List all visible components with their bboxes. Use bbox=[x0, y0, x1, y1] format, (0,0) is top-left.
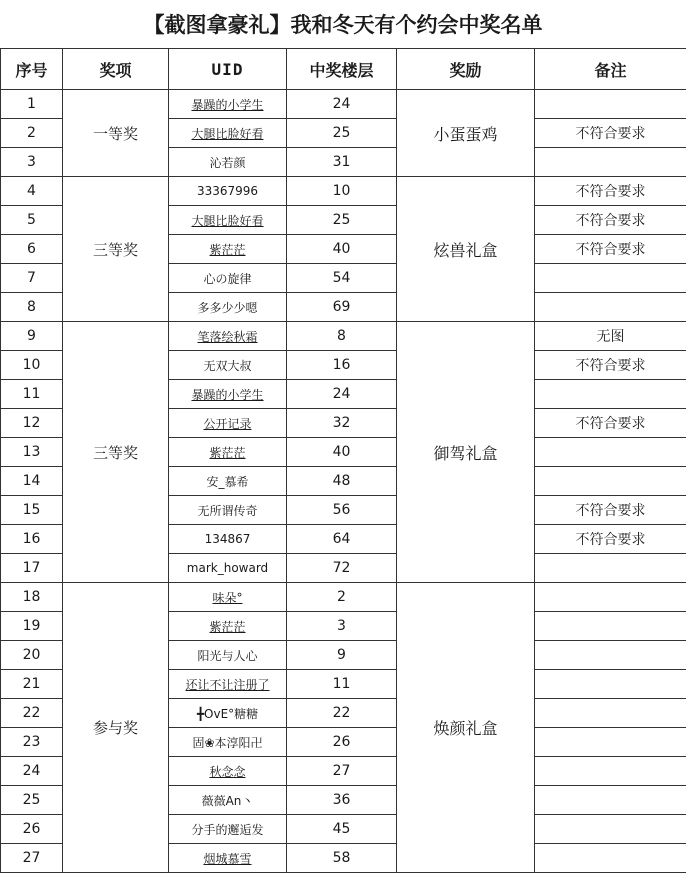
serial-number-cell: 27 bbox=[1, 844, 63, 873]
serial-number-cell: 23 bbox=[1, 728, 63, 757]
remark-cell: 不符合要求 bbox=[535, 409, 686, 438]
uid-cell: 大腿比脸好看 bbox=[169, 206, 287, 235]
prize-level-cell: 一等奖 bbox=[63, 90, 169, 177]
uid-cell: 安_慕希 bbox=[169, 467, 287, 496]
table-header-row bbox=[1, 49, 686, 90]
prize-level-cell: 参与奖 bbox=[63, 583, 169, 873]
serial-number-cell: 19 bbox=[1, 612, 63, 641]
remark-cell: 不符合要求 bbox=[535, 235, 686, 264]
remark-cell: 不符合要求 bbox=[535, 351, 686, 380]
remark-cell: 不符合要求 bbox=[535, 177, 686, 206]
remark-cell: 无图 bbox=[535, 322, 686, 351]
serial-number-cell: 22 bbox=[1, 699, 63, 728]
uid-cell: 还让不让注册了 bbox=[169, 670, 287, 699]
remark-cell bbox=[535, 380, 686, 409]
winners-table bbox=[0, 48, 686, 873]
table-row bbox=[1, 322, 686, 351]
remark-cell bbox=[535, 264, 686, 293]
uid-cell: 暴躁的小学生 bbox=[169, 380, 287, 409]
winning-floor-cell: 54 bbox=[287, 264, 397, 293]
serial-number-cell: 21 bbox=[1, 670, 63, 699]
table-row bbox=[1, 583, 686, 612]
uid-cell: 134867 bbox=[169, 525, 287, 554]
page-title: 【截图拿豪礼】我和冬天有个约会中奖名单 bbox=[0, 0, 686, 48]
serial-number-cell: 20 bbox=[1, 641, 63, 670]
header-serial-number: 序号 bbox=[1, 49, 63, 90]
winning-floor-cell: 58 bbox=[287, 844, 397, 873]
uid-cell: 秋念念 bbox=[169, 757, 287, 786]
serial-number-cell: 7 bbox=[1, 264, 63, 293]
winning-floor-cell: 36 bbox=[287, 786, 397, 815]
uid-cell: 笔落绘秋霜 bbox=[169, 322, 287, 351]
serial-number-cell: 15 bbox=[1, 496, 63, 525]
remark-cell bbox=[535, 670, 686, 699]
winning-floor-cell: 8 bbox=[287, 322, 397, 351]
reward-cell: 御驾礼盒 bbox=[397, 322, 535, 583]
reward-cell: 小蛋蛋鸡 bbox=[397, 90, 535, 177]
remark-cell: 不符合要求 bbox=[535, 119, 686, 148]
uid-cell: 烟城慕雪 bbox=[169, 844, 287, 873]
reward-cell: 炫兽礼盒 bbox=[397, 177, 535, 322]
remark-cell bbox=[535, 844, 686, 873]
serial-number-cell: 2 bbox=[1, 119, 63, 148]
uid-cell: 大腿比脸好看 bbox=[169, 119, 287, 148]
serial-number-cell: 1 bbox=[1, 90, 63, 119]
remark-cell bbox=[535, 467, 686, 496]
winning-floor-cell: 24 bbox=[287, 380, 397, 409]
winning-floor-cell: 26 bbox=[287, 728, 397, 757]
remark-cell bbox=[535, 90, 686, 119]
header-uid: UID bbox=[169, 49, 287, 90]
remark-cell bbox=[535, 438, 686, 467]
serial-number-cell: 9 bbox=[1, 322, 63, 351]
uid-cell: 分手的邂逅发 bbox=[169, 815, 287, 844]
remark-cell bbox=[535, 554, 686, 583]
header-winning-floor: 中奖楼层 bbox=[287, 49, 397, 90]
remark-cell bbox=[535, 815, 686, 844]
uid-cell: 味朵° bbox=[169, 583, 287, 612]
winning-floor-cell: 11 bbox=[287, 670, 397, 699]
winning-floor-cell: 40 bbox=[287, 235, 397, 264]
serial-number-cell: 16 bbox=[1, 525, 63, 554]
winning-floor-cell: 31 bbox=[287, 148, 397, 177]
serial-number-cell: 11 bbox=[1, 380, 63, 409]
serial-number-cell: 8 bbox=[1, 293, 63, 322]
uid-cell: 固❀本淳阳卍 bbox=[169, 728, 287, 757]
serial-number-cell: 25 bbox=[1, 786, 63, 815]
remark-cell bbox=[535, 612, 686, 641]
serial-number-cell: 6 bbox=[1, 235, 63, 264]
uid-cell: 薇薇An丶 bbox=[169, 786, 287, 815]
remark-cell bbox=[535, 728, 686, 757]
winning-floor-cell: 72 bbox=[287, 554, 397, 583]
header-reward: 奖励 bbox=[397, 49, 535, 90]
winning-floor-cell: 22 bbox=[287, 699, 397, 728]
winning-floor-cell: 56 bbox=[287, 496, 397, 525]
remark-cell bbox=[535, 148, 686, 177]
winning-floor-cell: 2 bbox=[287, 583, 397, 612]
remark-cell: 不符合要求 bbox=[535, 206, 686, 235]
winning-floor-cell: 3 bbox=[287, 612, 397, 641]
remark-cell: 不符合要求 bbox=[535, 525, 686, 554]
table-body bbox=[1, 90, 686, 873]
remark-cell bbox=[535, 786, 686, 815]
table-row bbox=[1, 90, 686, 119]
winning-floor-cell: 9 bbox=[287, 641, 397, 670]
serial-number-cell: 26 bbox=[1, 815, 63, 844]
prize-level-cell: 三等奖 bbox=[63, 322, 169, 583]
uid-cell: 暴躁的小学生 bbox=[169, 90, 287, 119]
winning-floor-cell: 10 bbox=[287, 177, 397, 206]
uid-cell: 无双大叔 bbox=[169, 351, 287, 380]
uid-cell: 紫茫茫 bbox=[169, 235, 287, 264]
header-remarks: 备注 bbox=[535, 49, 686, 90]
table-row bbox=[1, 177, 686, 206]
remark-cell bbox=[535, 293, 686, 322]
uid-cell: 沁若颜 bbox=[169, 148, 287, 177]
uid-cell: 公开记录 bbox=[169, 409, 287, 438]
uid-cell: 紫茫茫 bbox=[169, 438, 287, 467]
winning-floor-cell: 27 bbox=[287, 757, 397, 786]
uid-cell: 多多少少嗯 bbox=[169, 293, 287, 322]
prize-level-cell: 三等奖 bbox=[63, 177, 169, 322]
uid-cell: mark_howard bbox=[169, 554, 287, 583]
uid-cell: 33367996 bbox=[169, 177, 287, 206]
uid-cell: 阳光与人心 bbox=[169, 641, 287, 670]
remark-cell bbox=[535, 699, 686, 728]
remark-cell: 不符合要求 bbox=[535, 496, 686, 525]
uid-cell: ╋OvE°糖糖 bbox=[169, 699, 287, 728]
serial-number-cell: 3 bbox=[1, 148, 63, 177]
winning-floor-cell: 40 bbox=[287, 438, 397, 467]
winning-floor-cell: 64 bbox=[287, 525, 397, 554]
uid-cell: 无所谓传奇 bbox=[169, 496, 287, 525]
serial-number-cell: 14 bbox=[1, 467, 63, 496]
winning-floor-cell: 25 bbox=[287, 119, 397, 148]
winning-floor-cell: 69 bbox=[287, 293, 397, 322]
serial-number-cell: 5 bbox=[1, 206, 63, 235]
serial-number-cell: 24 bbox=[1, 757, 63, 786]
serial-number-cell: 18 bbox=[1, 583, 63, 612]
serial-number-cell: 13 bbox=[1, 438, 63, 467]
winning-floor-cell: 45 bbox=[287, 815, 397, 844]
remark-cell bbox=[535, 583, 686, 612]
winning-floor-cell: 48 bbox=[287, 467, 397, 496]
serial-number-cell: 10 bbox=[1, 351, 63, 380]
winning-floor-cell: 32 bbox=[287, 409, 397, 438]
uid-cell: 紫茫茫 bbox=[169, 612, 287, 641]
winning-floor-cell: 25 bbox=[287, 206, 397, 235]
winning-floor-cell: 16 bbox=[287, 351, 397, 380]
winning-floor-cell: 24 bbox=[287, 90, 397, 119]
remark-cell bbox=[535, 641, 686, 670]
uid-cell: 心の旋律 bbox=[169, 264, 287, 293]
reward-cell: 焕颜礼盒 bbox=[397, 583, 535, 873]
header-prize-level: 奖项 bbox=[63, 49, 169, 90]
serial-number-cell: 4 bbox=[1, 177, 63, 206]
serial-number-cell: 17 bbox=[1, 554, 63, 583]
serial-number-cell: 12 bbox=[1, 409, 63, 438]
remark-cell bbox=[535, 757, 686, 786]
